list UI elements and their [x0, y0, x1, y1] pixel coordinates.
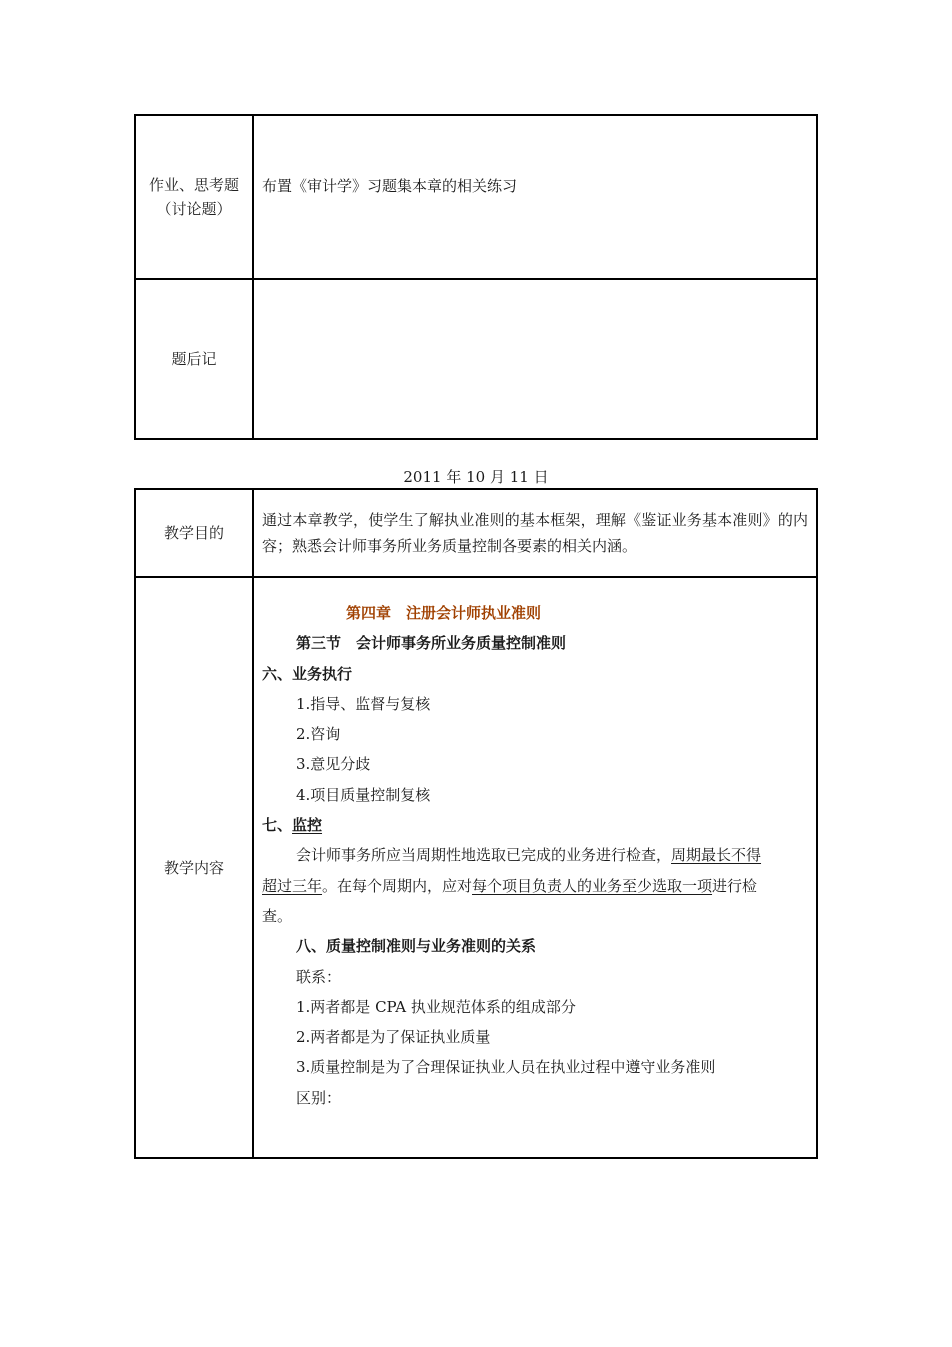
monitoring-text1: 会计师事务所应当周期性地选取已完成的业务进行检查， — [296, 846, 672, 865]
homework-label — [135, 115, 253, 279]
relation-item: 3.质量控制是为了合理保证执业人员在执业过程中遵守业务准则 — [296, 1058, 716, 1077]
teaching-table — [134, 488, 818, 1159]
objective-label: 教学目的 — [135, 489, 253, 577]
heading-six: 六、业务执行 — [262, 664, 353, 683]
list-item: 1.指导、监督与复核 — [296, 694, 431, 713]
homework-cell — [253, 115, 817, 279]
content-cell — [253, 577, 817, 1158]
chapter-title: 第四章 注册会计师执业准则 — [346, 604, 542, 622]
postscript-cell — [253, 279, 817, 439]
homework-row — [135, 115, 817, 279]
list-item: 3.意见分歧 — [296, 755, 371, 774]
postscript-label: 题后记 — [135, 279, 253, 439]
monitoring-text3b: 查。 — [262, 906, 293, 925]
homework-label-line2: （讨论题） — [156, 200, 232, 218]
monitoring-underline1a: 周期最长不得 — [671, 846, 762, 865]
list-item: 4.项目质量控制复核 — [296, 785, 431, 804]
heading-seven-prefix: 七、 — [262, 816, 293, 835]
content-body — [254, 578, 816, 1157]
objective-text: 通过本章教学，使学生了解执业准则的基本框架，理解《鉴证业务基本准则》的内容；熟悉会计师事务所业务质量控制各要素的相关内涵。 — [262, 511, 808, 555]
postscript-row — [135, 279, 817, 439]
lesson-date: 2011 年 10 月 11 日 — [403, 468, 549, 486]
monitoring-underline2: 每个项目负责人的业务至少选取一项 — [472, 876, 713, 895]
relation-item: 1.两者都是 CPA 执业规范体系的组成部分 — [296, 997, 576, 1016]
heading-seven — [262, 810, 808, 840]
relation-label: 联系： — [296, 967, 342, 986]
heading-eight: 八、质量控制准则与业务准则的关系 — [296, 937, 537, 956]
content-row — [135, 577, 817, 1158]
relation-item: 2.两者都是为了保证执业质量 — [296, 1028, 491, 1047]
difference-label: 区别： — [296, 1088, 342, 1107]
monitoring-underline1b: 超过三年 — [262, 876, 323, 895]
objective-row — [135, 489, 817, 577]
section-title: 第三节 会计师事务所业务质量控制准则 — [296, 634, 567, 653]
monitoring-text3a: 进行检 — [712, 876, 758, 895]
homework-text: 布置《审计学》习题集本章的相关练习 — [262, 177, 518, 195]
content-label: 教学内容 — [135, 577, 253, 1158]
monitoring-text2: 。在每个周期内，应对 — [322, 876, 473, 895]
objective-cell — [253, 489, 817, 577]
heading-seven-title: 监控 — [292, 816, 323, 835]
homework-table — [134, 114, 818, 440]
list-item: 2.咨询 — [296, 725, 341, 744]
monitoring-line2 — [262, 871, 808, 901]
homework-label-line1: 作业、思考题 — [148, 176, 239, 194]
monitoring-line1 — [262, 840, 808, 870]
